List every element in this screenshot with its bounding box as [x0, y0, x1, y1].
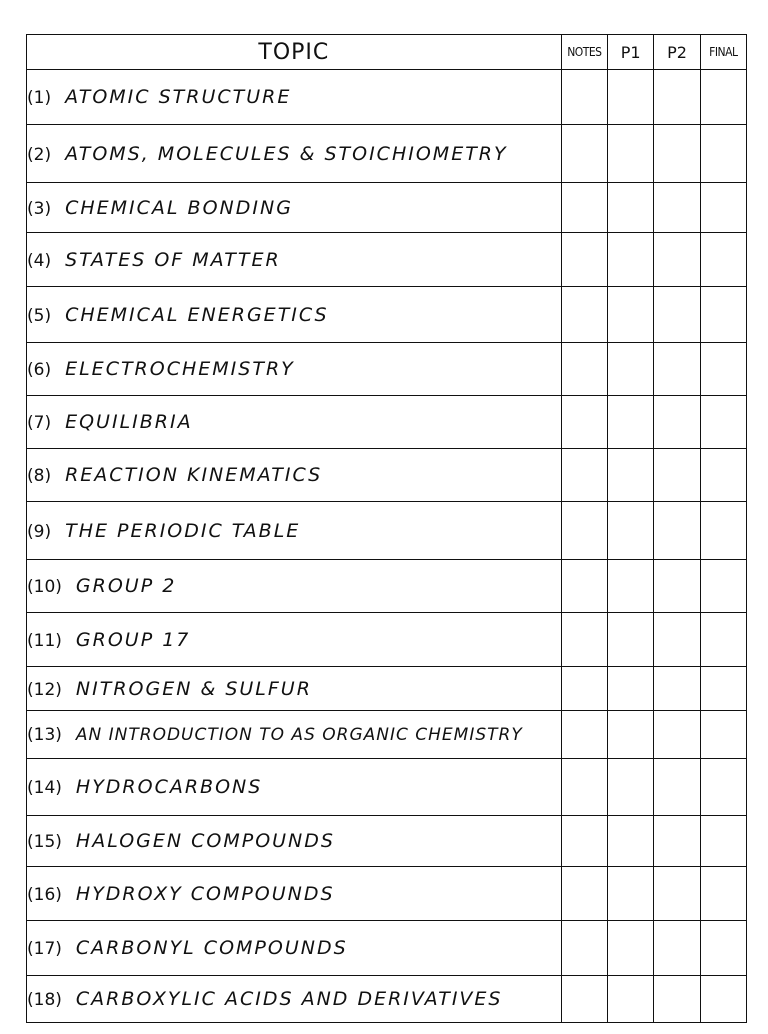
topic-cell [27, 711, 562, 759]
topic-name: HYDROXY COMPOUNDS [75, 882, 335, 905]
topic-checklist-sheet [26, 34, 747, 1034]
table-row [27, 976, 747, 1023]
topic-cell [27, 343, 562, 396]
check-cell-p1[interactable] [608, 125, 654, 183]
header-topic: TOPIC [27, 35, 562, 70]
check-cell-final[interactable] [700, 976, 746, 1023]
check-cell-final[interactable] [700, 867, 746, 921]
topic-name: THE PERIODIC TABLE [65, 519, 301, 542]
check-cell-notes[interactable] [561, 667, 607, 711]
topic-number: (6) [27, 360, 52, 380]
topic-name: CARBONYL COMPOUNDS [75, 937, 348, 959]
table-row [27, 183, 747, 233]
topic-number: (16) [27, 884, 62, 905]
check-cell-notes[interactable] [561, 502, 607, 560]
check-cell-p1[interactable] [608, 867, 654, 921]
check-cell-notes[interactable] [561, 396, 607, 449]
check-cell-final[interactable] [700, 233, 746, 287]
header-row [27, 35, 747, 70]
header-notes: NOTES [561, 35, 607, 70]
topic-number: (8) [27, 466, 52, 486]
check-cell-p2[interactable] [654, 560, 700, 613]
check-cell-final[interactable] [700, 287, 746, 343]
topic-cell [27, 502, 562, 560]
topic-name: REACTION KINEMATICS [65, 464, 323, 486]
check-cell-notes[interactable] [561, 613, 607, 667]
topic-name: EQUILIBRIA [65, 411, 193, 433]
check-cell-p2[interactable] [654, 921, 700, 976]
topic-number: (1) [27, 88, 52, 108]
check-cell-final[interactable] [700, 921, 746, 976]
topic-cell [27, 449, 562, 502]
topic-number: (7) [27, 413, 52, 433]
topic-name: CHEMICAL BONDING [65, 196, 293, 219]
topic-number: (2) [27, 144, 52, 165]
check-cell-p1[interactable] [608, 502, 654, 560]
topic-name: AN INTRODUCTION TO AS ORGANIC CHEMISTRY [75, 724, 523, 745]
check-cell-p2[interactable] [654, 287, 700, 343]
topic-name: STATES OF MATTER [65, 248, 281, 271]
check-cell-final[interactable] [700, 667, 746, 711]
check-cell-notes[interactable] [561, 125, 607, 183]
table-row [27, 560, 747, 613]
topic-number: (11) [27, 630, 62, 651]
topic-number: (10) [27, 577, 62, 597]
check-cell-p2[interactable] [654, 502, 700, 560]
topic-rows [27, 70, 747, 1023]
check-cell-notes[interactable] [561, 70, 607, 125]
topic-number: (15) [27, 832, 62, 852]
topic-number: (14) [27, 778, 62, 798]
topic-name: ATOMS, MOLECULES & STOICHIOMETRY [65, 142, 508, 165]
table-row [27, 816, 747, 867]
topic-name: ATOMIC STRUCTURE [65, 86, 292, 108]
table-row [27, 613, 747, 667]
check-cell-notes[interactable] [561, 711, 607, 759]
check-cell-p2[interactable] [654, 396, 700, 449]
check-cell-p1[interactable] [608, 233, 654, 287]
check-cell-final[interactable] [700, 125, 746, 183]
topic-cell [27, 70, 562, 125]
check-cell-final[interactable] [700, 343, 746, 396]
check-cell-p1[interactable] [608, 449, 654, 502]
topic-name: GROUP 17 [75, 628, 191, 651]
check-cell-p1[interactable] [608, 70, 654, 125]
header-p2: P2 [654, 35, 700, 70]
check-cell-notes[interactable] [561, 287, 607, 343]
check-cell-p2[interactable] [654, 867, 700, 921]
check-cell-p2[interactable] [654, 125, 700, 183]
check-cell-p1[interactable] [608, 667, 654, 711]
table-row [27, 449, 747, 502]
topic-cell [27, 233, 562, 287]
check-cell-p2[interactable] [654, 233, 700, 287]
check-cell-final[interactable] [700, 816, 746, 867]
topic-cell [27, 125, 562, 183]
check-cell-final[interactable] [700, 396, 746, 449]
check-cell-p1[interactable] [608, 759, 654, 816]
table-row [27, 867, 747, 921]
check-cell-notes[interactable] [561, 921, 607, 976]
check-cell-notes[interactable] [561, 759, 607, 816]
topic-name: ELECTROCHEMISTRY [65, 358, 295, 380]
table-row [27, 396, 747, 449]
check-cell-final[interactable] [700, 711, 746, 759]
topic-number: (4) [27, 250, 52, 271]
topic-name: GROUP 2 [75, 575, 177, 597]
check-cell-p2[interactable] [654, 711, 700, 759]
check-cell-p2[interactable] [654, 667, 700, 711]
table-row [27, 759, 747, 816]
topic-number: (5) [27, 305, 52, 326]
topic-cell [27, 396, 562, 449]
table-row [27, 667, 747, 711]
check-cell-notes[interactable] [561, 343, 607, 396]
topic-cell [27, 287, 562, 343]
check-cell-notes[interactable] [561, 449, 607, 502]
check-cell-p2[interactable] [654, 613, 700, 667]
check-cell-final[interactable] [700, 560, 746, 613]
check-cell-final[interactable] [700, 183, 746, 233]
topic-cell [27, 816, 562, 867]
topic-number: (13) [27, 724, 62, 745]
check-cell-final[interactable] [700, 70, 746, 125]
check-cell-p2[interactable] [654, 976, 700, 1023]
check-cell-final[interactable] [700, 613, 746, 667]
topic-name: NITROGEN & SULFUR [75, 677, 312, 700]
topic-cell [27, 667, 562, 711]
topic-cell [27, 560, 562, 613]
check-cell-p1[interactable] [608, 396, 654, 449]
table-row [27, 233, 747, 287]
header-p1: P1 [608, 35, 654, 70]
check-cell-p1[interactable] [608, 976, 654, 1023]
check-cell-notes[interactable] [561, 816, 607, 867]
check-cell-p1[interactable] [608, 816, 654, 867]
table-row [27, 70, 747, 125]
table-row [27, 711, 747, 759]
table-row [27, 343, 747, 396]
check-cell-p2[interactable] [654, 70, 700, 125]
check-cell-p1[interactable] [608, 287, 654, 343]
topic-number: (9) [27, 521, 52, 542]
check-cell-notes[interactable] [561, 183, 607, 233]
check-cell-p1[interactable] [608, 921, 654, 976]
topic-cell [27, 976, 562, 1023]
topic-cell [27, 613, 562, 667]
check-cell-p1[interactable] [608, 613, 654, 667]
check-cell-p1[interactable] [608, 183, 654, 233]
topic-cell [27, 183, 562, 233]
check-cell-p2[interactable] [654, 759, 700, 816]
check-cell-notes[interactable] [561, 560, 607, 613]
check-cell-p2[interactable] [654, 449, 700, 502]
topic-cell [27, 921, 562, 976]
check-cell-final[interactable] [700, 449, 746, 502]
topic-number: (3) [27, 198, 52, 219]
topic-number: (17) [27, 939, 62, 959]
check-cell-notes[interactable] [561, 867, 607, 921]
check-cell-notes[interactable] [561, 233, 607, 287]
header-final: FINAL [700, 35, 746, 70]
topic-cell [27, 867, 562, 921]
topic-name: CHEMICAL ENERGETICS [65, 303, 329, 326]
check-cell-p1[interactable] [608, 343, 654, 396]
topic-number: (18) [27, 990, 62, 1010]
topic-name: HYDROCARBONS [75, 776, 263, 798]
check-cell-p2[interactable] [654, 183, 700, 233]
topic-number: (12) [27, 679, 62, 700]
table-row [27, 287, 747, 343]
topic-name: CARBOXYLIC ACIDS AND DERIVATIVES [75, 988, 503, 1010]
table-row [27, 125, 747, 183]
topic-checklist-table [26, 34, 747, 1023]
topic-cell [27, 759, 562, 816]
table-row [27, 921, 747, 976]
check-cell-p2[interactable] [654, 816, 700, 867]
check-cell-p2[interactable] [654, 343, 700, 396]
check-cell-final[interactable] [700, 759, 746, 816]
check-cell-notes[interactable] [561, 976, 607, 1023]
check-cell-p1[interactable] [608, 711, 654, 759]
check-cell-p1[interactable] [608, 560, 654, 613]
topic-name: HALOGEN COMPOUNDS [75, 830, 335, 852]
check-cell-final[interactable] [700, 502, 746, 560]
table-row [27, 502, 747, 560]
